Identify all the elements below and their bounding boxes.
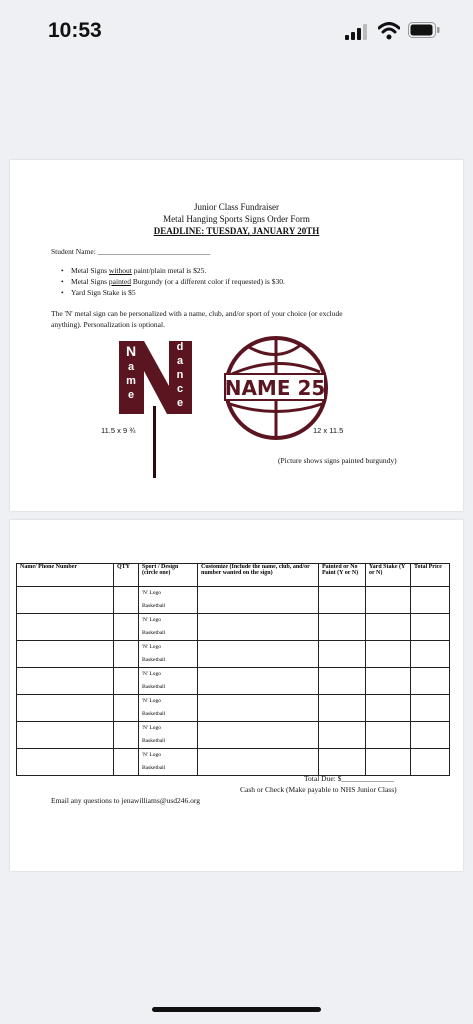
table-row: 'N' Logo Basketball <box>17 614 450 641</box>
form-title-line1: Junior Class Fundraiser <box>194 202 279 212</box>
price-item-1: • Metal Signs without paint/plain metal is $25. <box>71 266 206 275</box>
table-row: 'N' Logo Basketball <box>17 668 450 695</box>
svg-text:d: d <box>176 341 184 353</box>
status-bar <box>0 0 473 64</box>
home-indicator[interactable] <box>152 1007 321 1012</box>
table-row: 'N' Logo Basketball <box>17 641 450 668</box>
table-row: 'N' Logo Basketball <box>17 749 450 776</box>
col-qty: QTY <box>114 564 139 587</box>
svg-text:c: c <box>176 383 184 395</box>
price-item-2: • Metal Signs painted Burgundy (or a different color if requested) is $30. <box>71 277 285 286</box>
svg-text:e: e <box>127 389 135 401</box>
svg-text:N: N <box>125 343 137 359</box>
svg-text:a: a <box>127 361 135 373</box>
svg-text:m: m <box>126 375 136 387</box>
student-name-label: Student Name: ______________________________ <box>51 247 211 256</box>
wifi-icon <box>378 22 400 40</box>
email-note: Email any questions to jenawilliams@usd246.org <box>51 796 201 805</box>
n-sign-image <box>114 336 204 481</box>
col-total: Total Price <box>411 564 450 587</box>
col-sport: Sport / Design (circle one) <box>139 564 198 587</box>
svg-text:e: e <box>176 397 184 409</box>
total-due: Total Due: $______________ <box>304 774 394 783</box>
document-page-1 <box>10 160 463 511</box>
personalize-text-2: anything). Personalization is optional. <box>51 320 165 329</box>
col-customize: Customize (Include the name, club, and/or number wanted on the sign) <box>198 564 319 587</box>
table-row: 'N' Logo Basketball <box>17 722 450 749</box>
clock: 10:53 <box>48 19 102 42</box>
table-row: 'N' Logo Basketball <box>17 587 450 614</box>
price-item-3: • Yard Sign Stake is $5 <box>71 288 136 297</box>
document-page-2 <box>10 520 463 871</box>
ball-sign-size: 12 x 11.5 <box>313 426 344 435</box>
col-name: Name/ Phone Number <box>17 564 114 587</box>
col-paint: Painted or No Paint (Y or N) <box>319 564 366 587</box>
personalize-text-1: The 'N' metal sign can be personalized with a name, club, and/or sport of your choice (or exclude <box>51 309 343 318</box>
payment-note: Cash or Check (Make payable to NHS Junior Class) <box>240 785 397 794</box>
svg-text:a: a <box>176 355 184 367</box>
cellular-signal-icon <box>345 24 367 40</box>
deadline: DEADLINE: TUESDAY, JANUARY 20TH <box>153 226 320 236</box>
table-row: 'N' Logo Basketball <box>17 695 450 722</box>
form-title-line2: Metal Hanging Sports Signs Order Form <box>163 214 310 224</box>
order-table <box>16 563 450 776</box>
battery-icon <box>408 22 440 38</box>
table-header-row <box>17 564 450 587</box>
n-sign-size: 11.5 x 9 ¾ <box>101 426 136 435</box>
col-stake: Yard Stake (Y or N) <box>366 564 411 587</box>
picture-caption: (Picture shows signs painted burgundy) <box>278 456 397 465</box>
svg-text:NAME 25: NAME 25 <box>224 376 326 400</box>
svg-text:n: n <box>176 369 184 381</box>
